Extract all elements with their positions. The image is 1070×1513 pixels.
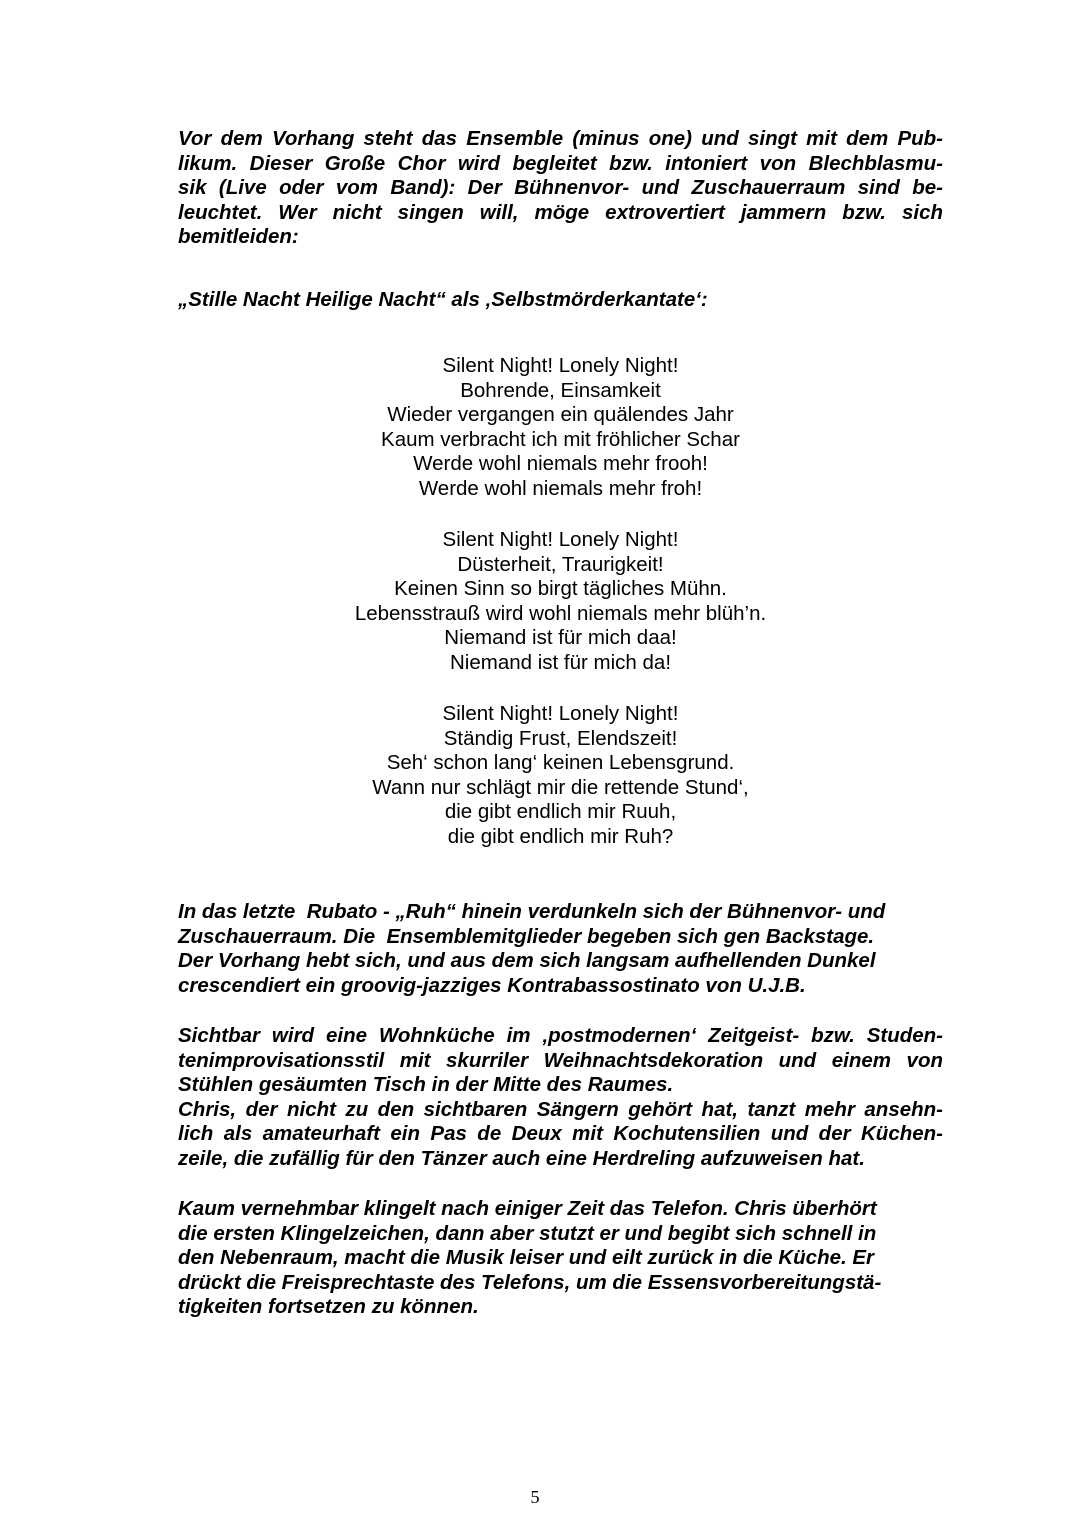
poem-line: Lebensstrauß wird wohl niemals mehr blüh’n. (354, 601, 767, 625)
text-line: Stühlen gesäumten Tisch in der Mitte des Raumes. (178, 1073, 674, 1097)
stage-direction-telephone (178, 1197, 943, 1320)
text-line: Zuschauerraum. Die Ensemblemitglieder begeben sich gen Backstage. (178, 924, 875, 948)
poem-line: Silent Night! Lonely Night! (442, 528, 679, 551)
poem-line: Seh‘ schon lang‘ keinen Lebensgrund. (386, 751, 735, 775)
text-line: sik (Live oder vom Band): Der Bühnenvor- und Zuschauerraum sind be- (178, 176, 943, 200)
poem-stanza-3 (178, 702, 943, 850)
poem-line: Düsterheit, Traurigkeit! (457, 552, 664, 576)
text-line: In das letzte Rubato - „Ruh“ hinein verdunkeln sich der Bühnenvor- und (178, 900, 886, 923)
text-line: tigkeiten fortsetzen zu können. (178, 1295, 479, 1319)
poem-line: Niemand ist für mich daa! (444, 626, 677, 650)
poem-line: die gibt endlich mir Ruuh, (444, 800, 677, 824)
poem-line: Werde wohl niemals mehr frooh! (413, 452, 708, 476)
text-line: tenimprovisationsstil mit skurriler Weihnachtsdekoration und einem von (178, 1048, 943, 1072)
text-line: drückt die Freisprechtaste des Telefons, um die Essensvorbereitungstä- (178, 1270, 882, 1294)
poem-line: Silent Night! Lonely Night! (442, 702, 679, 725)
text-line: den Nebenraum, macht die Musik leiser und eilt zurück in die Küche. Er (178, 1246, 875, 1270)
text-line: bemitleiden: (178, 225, 299, 249)
poem-line: Keinen Sinn so birgt tägliches Mühn. (394, 577, 727, 601)
stage-direction-kitchen (178, 1024, 943, 1172)
stage-direction-intro (178, 127, 943, 250)
poem-line: Wann nur schlägt mir die rettende Stund‘, (372, 775, 749, 799)
poem-line: Kaum verbracht ich mit fröhlicher Schar (381, 427, 740, 451)
text-line: zeile, die zufällig für den Tänzer auch eine Herdreling aufzuweisen hat. (178, 1146, 865, 1170)
text-line: Vor dem Vorhang steht das Ensemble (minus one) und singt mit dem Pub- (178, 127, 943, 150)
poem-line: Ständig Frust, Elendszeit! (443, 726, 678, 750)
text-line: crescendiert ein groovig-jazziges Kontrabassostinato von U.J.B. (178, 973, 806, 997)
poem-line: Wieder vergangen ein quälendes Jahr (387, 403, 734, 427)
poem-line: die gibt endlich mir Ruh? (447, 824, 674, 848)
text-line: leuchtet. Wer nicht singen will, möge extrovertiert jammern bzw. sich (178, 200, 943, 224)
text-line: die ersten Klingelzeichen, dann aber stutzt er und begibt sich schnell in (178, 1221, 877, 1245)
poem-line: Werde wohl niemals mehr froh! (418, 476, 703, 500)
text-line: likum. Dieser Große Chor wird begleitet bzw. intoniert von Blechblasmu- (178, 151, 943, 175)
poem-line: Niemand ist für mich da! (449, 650, 672, 674)
song-title-text: „Stille Nacht Heilige Nacht“ als ‚Selbstmörderkantate‘: (178, 288, 708, 311)
poem-line: Silent Night! Lonely Night! (442, 354, 679, 377)
stage-direction-rubato (178, 900, 943, 998)
text-line: Der Vorhang hebt sich, und aus dem sich langsam aufhellenden Dunkel (178, 949, 876, 973)
song-title (178, 288, 943, 313)
poem-stanza-1 (178, 354, 943, 502)
page-number: 5 (530, 1487, 540, 1507)
text-line: Kaum vernehmbar klingelt nach einiger Zeit das Telefon. Chris überhört (178, 1197, 877, 1220)
text-line: lich als amateurhaft ein Pas de Deux mit Kochutensilien und der Küchen- (178, 1122, 943, 1146)
text-line: Sichtbar wird eine Wohnküche im ‚postmodernen‘ Zeitgeist- bzw. Studen- (178, 1024, 943, 1047)
poem-stanza-2 (178, 528, 943, 676)
poem-line: Bohrende, Einsamkeit (460, 378, 661, 402)
text-line: Chris, der nicht zu den sichtbaren Sängern gehört hat, tanzt mehr ansehn- (178, 1097, 943, 1121)
